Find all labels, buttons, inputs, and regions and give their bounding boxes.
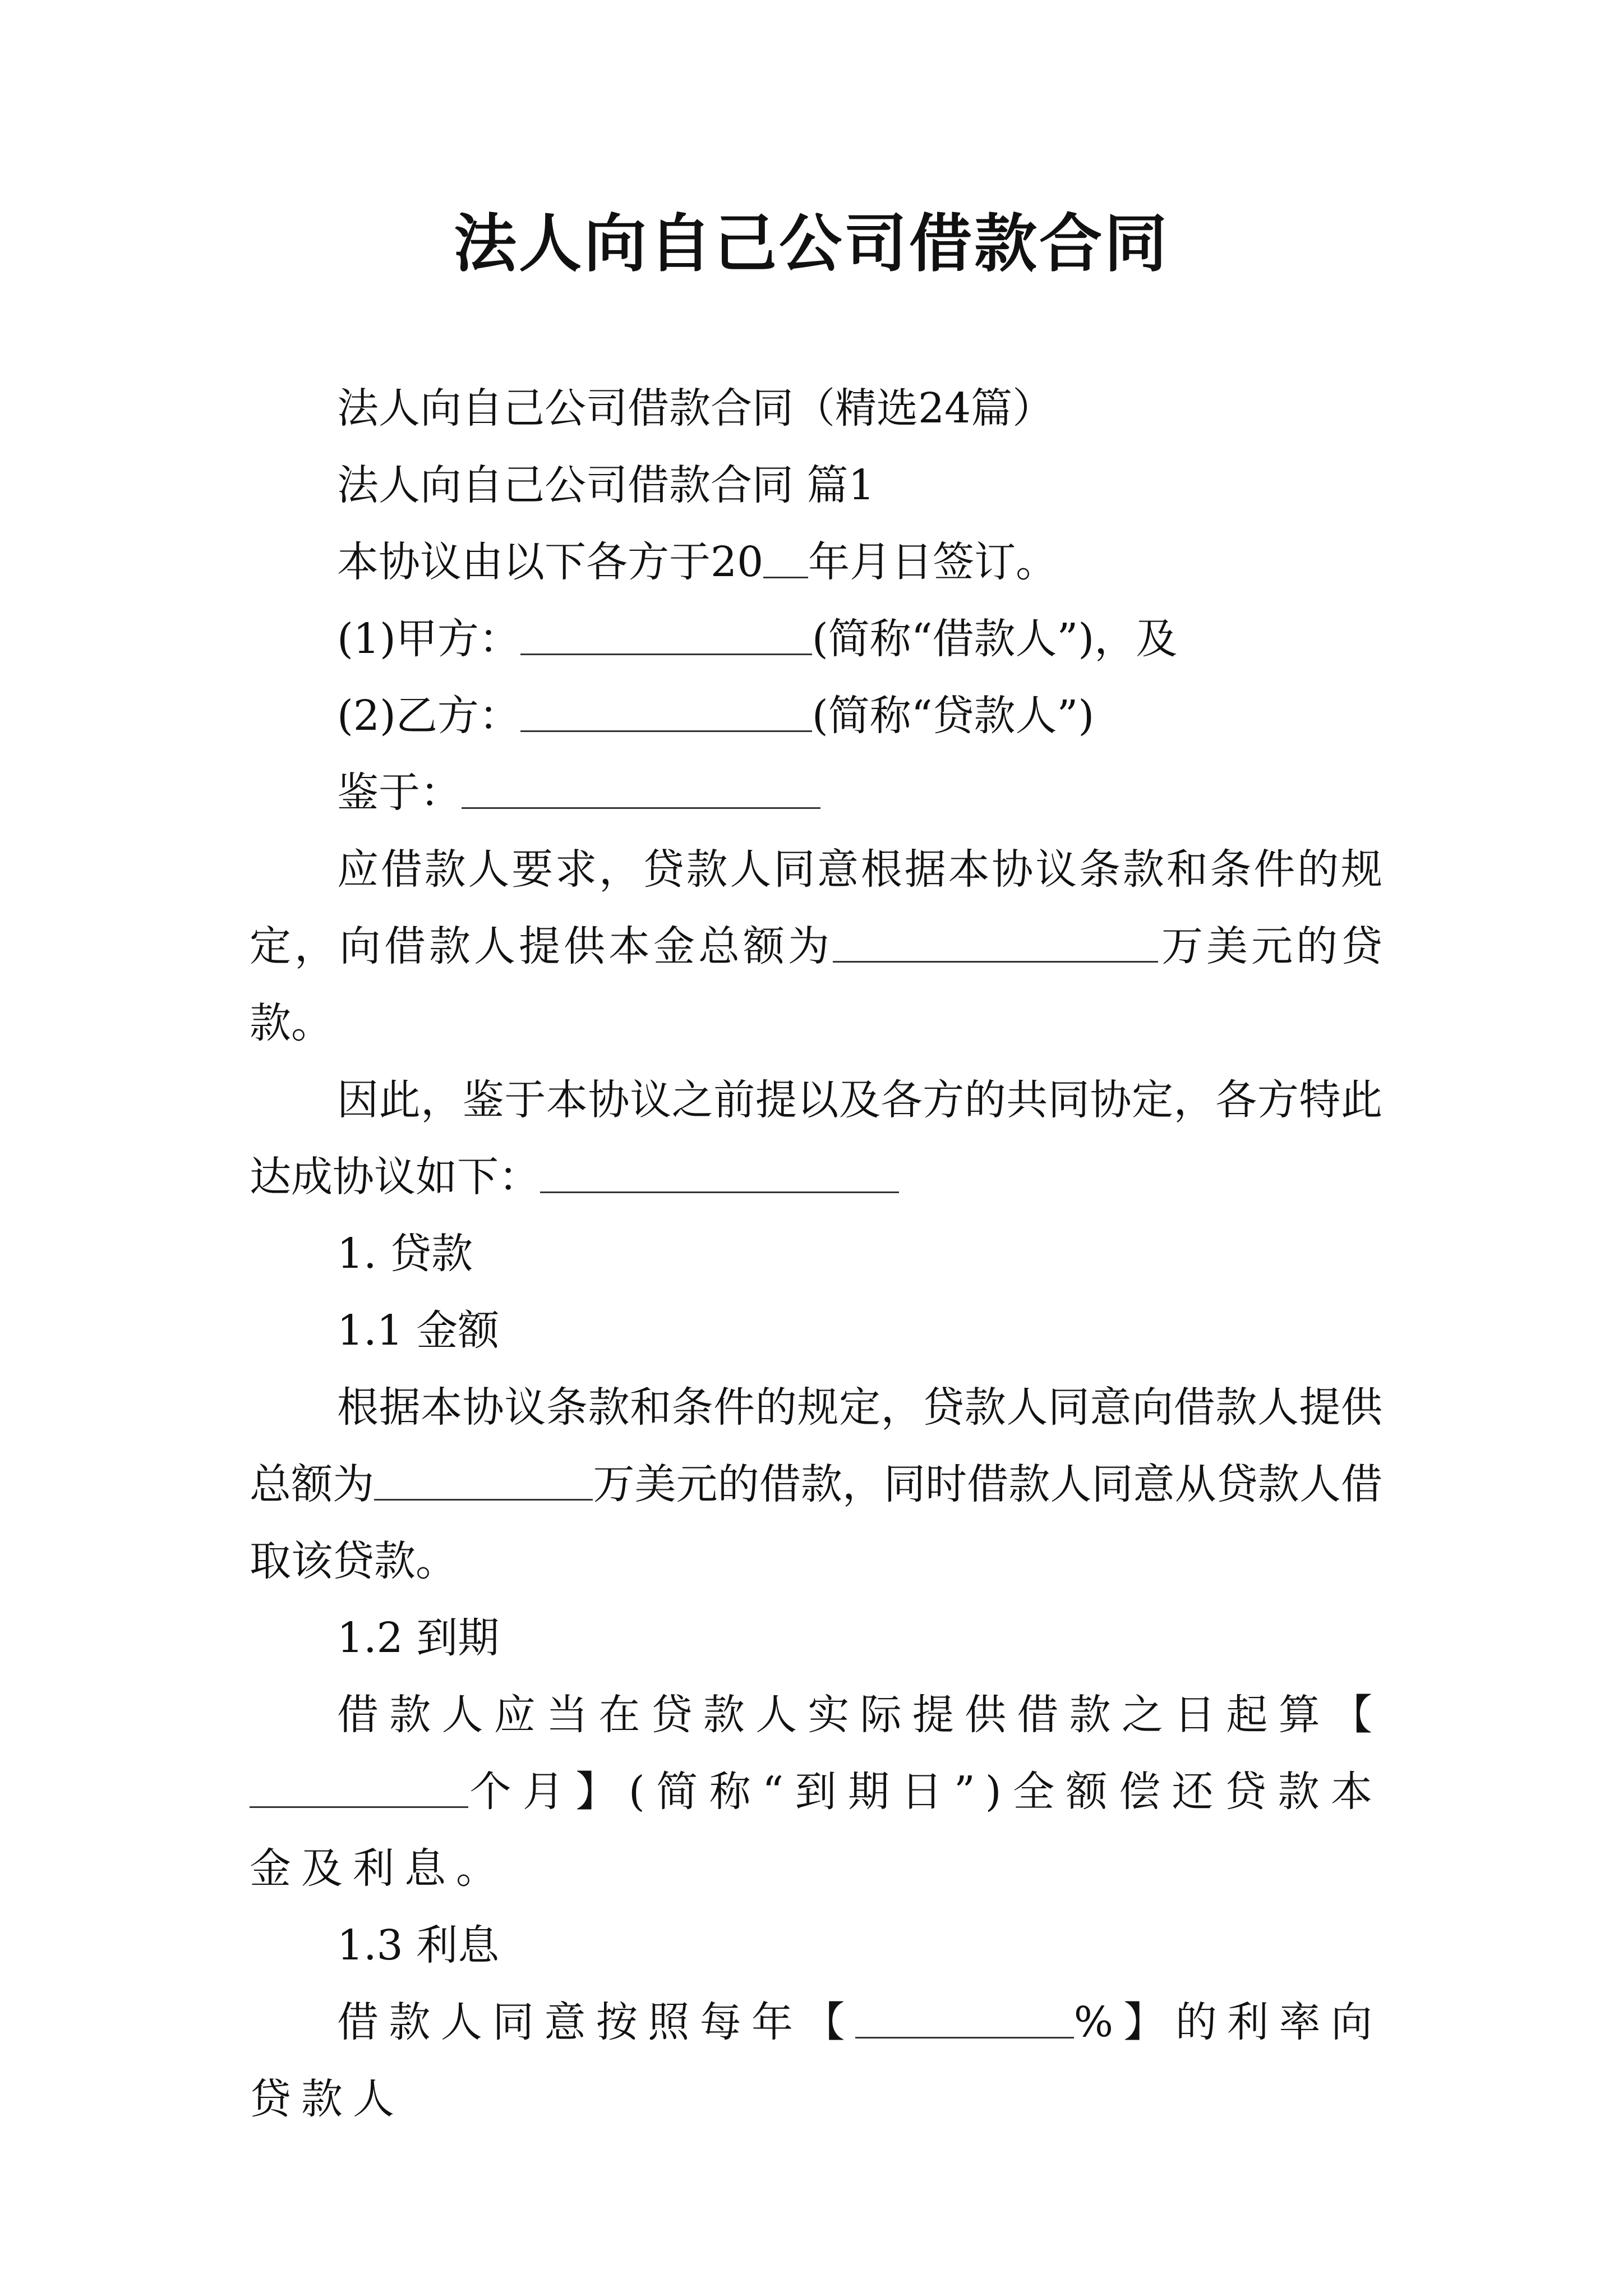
party-b-line (250, 678, 1382, 754)
party-b-suffix: (简称“贷款人”) (811, 692, 1095, 740)
party-a-line (250, 601, 1382, 678)
section-1-1-heading: 1.1 金额 (337, 1306, 500, 1355)
document-body (250, 370, 1382, 2138)
whereas-text-post: 万美元的贷款。 (250, 922, 1382, 1047)
whereas-line (250, 754, 1382, 831)
year-blank (763, 541, 808, 578)
party-a-label: (1)甲方： (337, 615, 520, 663)
interest-rate-blank (855, 2001, 1074, 2039)
section-1-2-paragraph (250, 1677, 1382, 1907)
whereas-text-pre: 应借款人要求，贷款人同意根据本协议条款和条件的规定，向借款人提供本金总额为 (250, 845, 1382, 970)
agreement-text: 因此，鉴于本协议之前提以及各方的共同协定，各方特此达成协议如下： (250, 1076, 1382, 1201)
agreement-blank (540, 1156, 899, 1193)
party-b-blank (520, 694, 812, 732)
subtitle: 法人向自己公司借款合同（精选24篇） (337, 384, 1054, 432)
loan-amount-blank (374, 1463, 593, 1501)
signing-text-post: 年月日签订。 (808, 538, 1058, 586)
party-a-suffix: (简称“借款人”)，及 (811, 615, 1178, 663)
signing-line (250, 524, 1382, 601)
document-title: 法人向自己公司借款合同 (454, 208, 1169, 280)
whereas-paragraph (250, 831, 1382, 1062)
whereas-label: 鉴于： (337, 769, 462, 817)
section-heading: 法人向自己公司借款合同 篇1 (337, 461, 875, 509)
agreement-paragraph (250, 1062, 1382, 1216)
section-1-3-heading: 1.3 利息 (337, 1921, 500, 1970)
party-b-label: (2)乙方： (337, 692, 520, 740)
section-1-1-paragraph (250, 1369, 1382, 1600)
section-1-2-heading: 1.2 到期 (337, 1614, 500, 1662)
months-blank (250, 1770, 468, 1808)
party-a-blank (520, 618, 812, 655)
principal-amount-blank (833, 925, 1158, 963)
section-1-3-text-post: %】的利率向贷款人 (250, 1998, 1382, 2123)
signing-text-pre: 本协议由以下各方于20 (337, 538, 764, 586)
section-1-2-text-post: 个月】(简称“到期日”)全额偿还贷款本金及利息。 (250, 1768, 1382, 1893)
section-1-2-text-pre: 借款人应当在贷款人实际提供借款之日起算【 (337, 1691, 1382, 1739)
whereas-blank (462, 771, 820, 809)
section-1-heading: 1. 贷款 (337, 1230, 473, 1278)
section-1-1-text-pre: 根据本协议条款和条件的规定，贷款人同意向借款人提供总额为 (250, 1383, 1382, 1508)
section-1-1-text-post: 万美元的借款，同时借款人同意从贷款人借取该贷款。 (250, 1460, 1383, 1585)
section-1-3-paragraph (250, 1984, 1382, 2138)
section-1-3-text-pre: 借款人同意按照每年【 (337, 1998, 855, 2046)
